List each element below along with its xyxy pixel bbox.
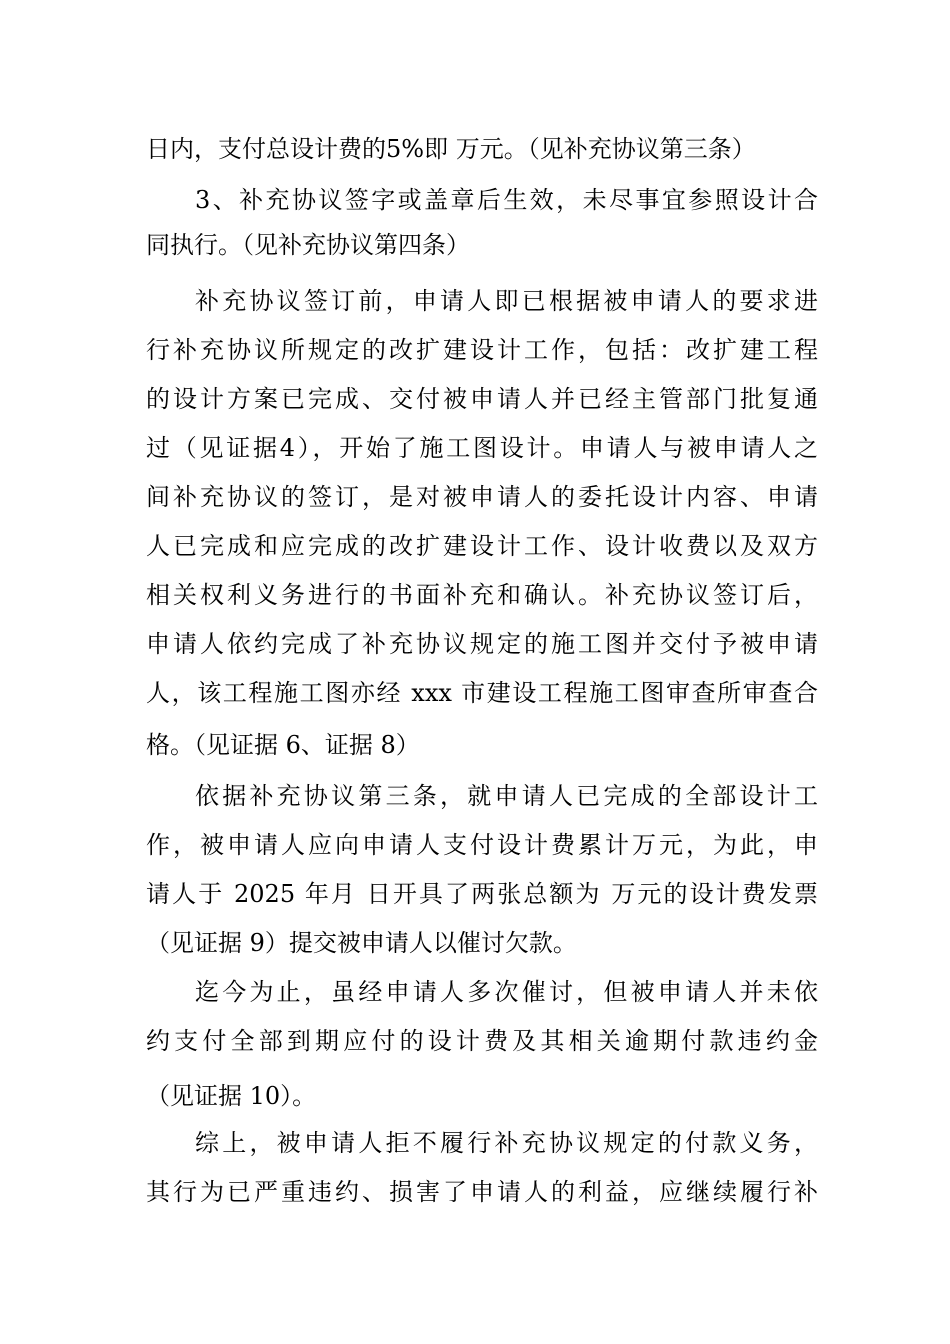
text-line: 人已完成和应完成的改扩建设计工作、设计收费以及双方 xyxy=(146,532,818,560)
text-line: 申请人依约完成了补充协议规定的施工图并交付予被申请 xyxy=(146,630,818,658)
text-line: 相关权利义务进行的书面补充和确认。补充协议签订后， xyxy=(146,581,818,609)
text-line: 其行为已严重违约、损害了申请人的利益，应继续履行补 xyxy=(146,1178,818,1206)
text-line: 间补充协议的签订，是对被申请人的委托设计内容、申请 xyxy=(146,483,818,511)
text-line: 过（见证据4），开始了施工图设计。申请人与被申请人之 xyxy=(146,434,818,462)
text-line: 日内，支付总设计费的5%即 万元。（见补充协议第三条） xyxy=(146,135,756,163)
text-line: 的设计方案已完成、交付被申请人并已经主管部门批复通 xyxy=(146,385,818,413)
text-line: 补充协议签订前，申请人即已根据被申请人的要求进 xyxy=(195,287,818,315)
text-line: 约支付全部到期应付的设计费及其相关逾期付款违约金 xyxy=(146,1027,818,1055)
text-line: 格。（见证据 6、证据 8） xyxy=(146,731,420,759)
text-line: （见证据 10）。 xyxy=(146,1082,317,1110)
text-line: 同执行。（见补充协议第四条） xyxy=(146,231,470,259)
text-line: 请人于 2025 年月 日开具了两张总额为 万元的设计费发票 xyxy=(146,880,818,908)
text-line: 依据补充协议第三条，就申请人已完成的全部设计工 xyxy=(195,782,818,810)
text-line: 综上，被申请人拒不履行补充协议规定的付款义务， xyxy=(195,1129,818,1157)
text-line: 作，被申请人应向申请人支付设计费累计万元，为此，申 xyxy=(146,831,818,859)
text-line: （见证据 9）提交被申请人以催讨欠款。 xyxy=(146,929,577,957)
text-line: 迄今为止，虽经申请人多次催讨，但被申请人并未依 xyxy=(195,978,818,1006)
text-line: 行补充协议所规定的改扩建设计工作，包括：改扩建工程 xyxy=(146,336,818,364)
text-line: 3、补充协议签字或盖章后生效，未尽事宜参照设计合 xyxy=(195,186,818,214)
text-line: 人，该工程施工图亦经 xxx 市建设工程施工图审查所审查合 xyxy=(146,679,818,707)
